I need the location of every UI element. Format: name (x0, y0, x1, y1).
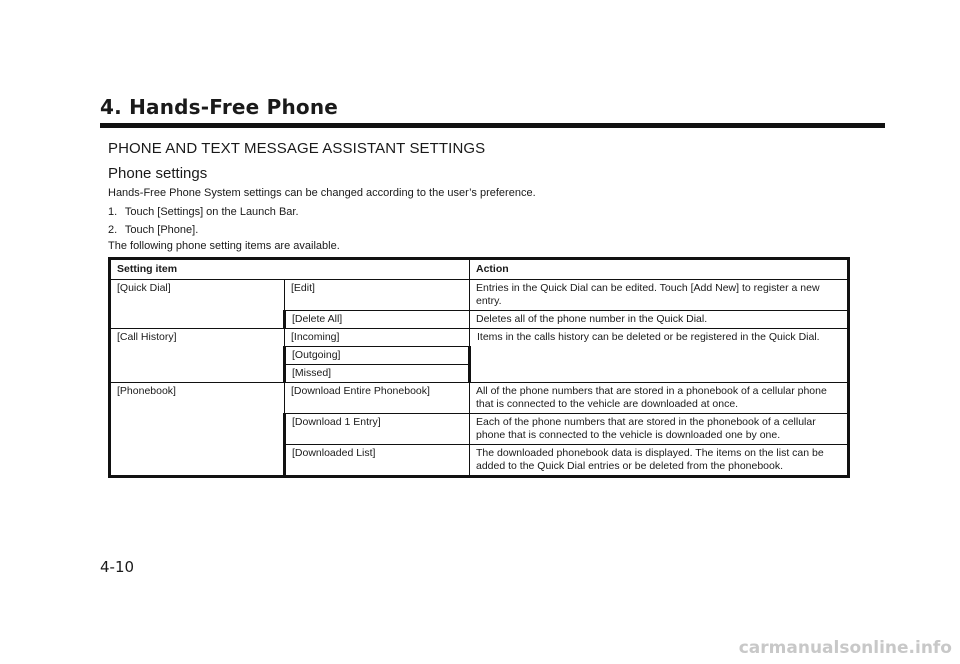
header-action: Action (470, 259, 849, 280)
step-number: 1. (108, 206, 118, 218)
chapter-divider (100, 123, 885, 128)
chapter-title: 4. Hands-Free Phone (100, 95, 339, 119)
sub-item-cell: [Delete All] (285, 311, 470, 329)
table-row (110, 329, 849, 347)
table-row (110, 280, 849, 311)
phone-settings-table (108, 257, 850, 478)
subheading: Phone settings (108, 165, 208, 182)
sub-item-cell: [Incoming] (285, 329, 470, 347)
step-1 (108, 206, 299, 218)
header-setting-item: Setting item (110, 259, 470, 280)
step-text: Touch [Phone]. (124, 224, 199, 236)
table-intro: The following phone setting items are available. (108, 240, 340, 252)
step-number: 2. (108, 224, 118, 236)
action-cell: Items in the calls history can be deleted or be registered in the Quick Dial. (470, 329, 849, 383)
table-row (110, 383, 849, 414)
sub-item-cell: [Downloaded List] (285, 445, 470, 477)
step-text: Touch [Settings] on the Launch Bar. (124, 206, 299, 218)
action-cell: Each of the phone numbers that are stored in the phonebook of a cellular phone that is connected to the vehicle is downloaded one by one. (470, 414, 849, 445)
setting-item-cell: [Phonebook] (110, 383, 285, 477)
page-number: 4-10 (100, 558, 135, 576)
sub-item-cell: [Missed] (285, 365, 470, 383)
watermark: carmanualsonline.info (738, 638, 952, 658)
table-header-row (110, 259, 849, 280)
sub-item-cell: [Edit] (285, 280, 470, 311)
action-cell: All of the phone numbers that are stored in a phonebook of a cellular phone that is connected to the vehicle are downloaded at once. (470, 383, 849, 414)
setting-item-cell: [Quick Dial] (110, 280, 285, 329)
sub-item-cell: [Download Entire Phonebook] (285, 383, 470, 414)
action-cell: Deletes all of the phone number in the Quick Dial. (470, 311, 849, 329)
action-cell: Entries in the Quick Dial can be edited. Touch [Add New] to register a new entry. (470, 280, 849, 311)
sub-item-cell: [Outgoing] (285, 347, 470, 365)
sub-item-cell: [Download 1 Entry] (285, 414, 470, 445)
action-cell: The downloaded phonebook data is displayed. The items on the list can be added to the Quick Dial entries or be deleted from the phonebook. (470, 445, 849, 477)
intro-paragraph: Hands-Free Phone System settings can be changed according to the user’s preference. (108, 187, 536, 199)
section-heading: PHONE AND TEXT MESSAGE ASSISTANT SETTINGS (108, 140, 486, 157)
step-2 (108, 224, 198, 236)
setting-item-cell: [Call History] (110, 329, 285, 383)
